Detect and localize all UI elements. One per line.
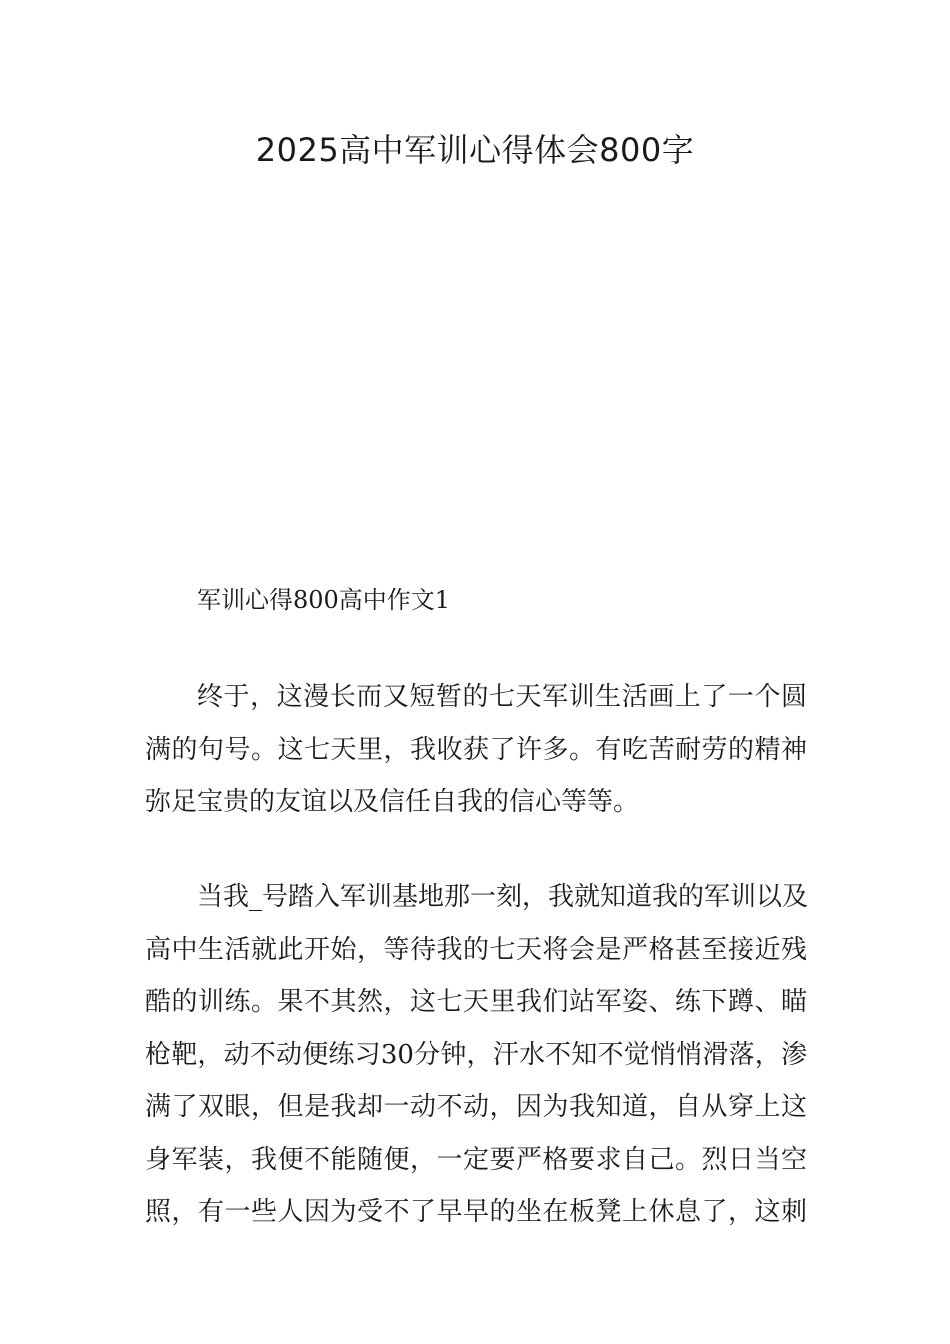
paragraph-line: 高中生活就此开始，等待我的七天将会是严格甚至接近残: [145, 934, 807, 965]
paragraph-line: 酷的训练。果不其然，这七天里我们站军姿、练下蹲、瞄: [145, 987, 807, 1017]
paragraph-line: 身军装，我便不能随便，一定要严格要求自己。烈日当空: [145, 1144, 807, 1175]
document-title: 2025高中军训心得体会800字: [255, 131, 695, 169]
paragraph-line: 弥足宝贵的友谊以及信任自我的信心等等。: [145, 787, 640, 817]
paragraph-line: 照，有一些人因为受不了早早的坐在板凳上休息了，这刺: [145, 1197, 807, 1227]
paragraph-line: 枪靶，动不动便练习30分钟，汗水不知不觉悄悄滑落，渗: [145, 1039, 807, 1070]
paragraph-line: 满的句号。这七天里，我收获了许多。有吃苦耐劳的精神: [145, 734, 807, 765]
paragraph-line: 满了双眼，但是我却一动不动，因为我知道，自从穿上这: [145, 1092, 807, 1122]
paragraph-1: [145, 671, 807, 829]
section-heading: 军训心得800高中作文1: [197, 586, 451, 614]
paragraph-line: 终于，这漫长而又短暂的七天军训生活画上了一个圆: [197, 682, 807, 712]
paragraph-line: 当我_号踏入军训基地那一刻，我就知道我的军训以及: [197, 882, 809, 912]
paragraph-2: [145, 871, 807, 1239]
